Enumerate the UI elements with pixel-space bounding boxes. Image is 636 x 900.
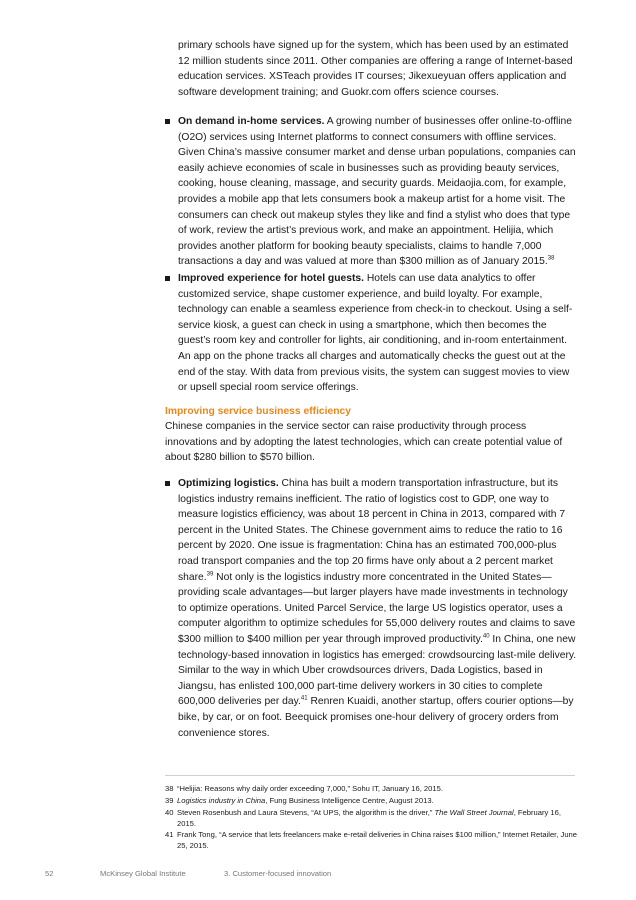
footnote-ref-40[interactable]: 40 (482, 633, 490, 640)
bullet-lead: Improved experience for hotel guests. (178, 273, 364, 284)
footnote-text (177, 796, 577, 807)
footnote-40 (165, 808, 577, 829)
footnote-text (177, 808, 577, 829)
footnote-39 (165, 796, 577, 807)
bullet-logistics (165, 476, 577, 741)
footnote-number: 39 (165, 796, 174, 805)
bullet-body: A growing number of businesses offer online-to-offline (O2O) services using Internet platforms to connect consumers with offline services. Given China’s massive consumer market and dense urban populations, companies can easily achieve economies of scale in businesses such as providing beauty services, cooking, house cleaning, massage, and security guards. Meidaojia.com, for example, provides a mobile app that lets consumers book a makeup artist for a home visit. The consumers can check out makeup styles they like and find a stylist who does that type of work, review the artist’s previous work, and make an appointment. Helijia, which provides another platform for booking beauty specialists, claims to handle 7,000 transactions a day and was valued at more than $300 million as of January 2015. (178, 116, 576, 268)
bullet-hotel-guests (165, 271, 577, 396)
page-number: 52 (45, 869, 54, 878)
footnote-pre: Steven Rosenbush and Laura Stevens, “At UPS, the algorithm is the driver,” (177, 808, 435, 817)
bullet-body: Renren Kuaidi, another startup, offers courier options—by bike, by car, or on foot. Beequick promises one-hour delivery of grocery orders from convenience stores. (178, 696, 574, 739)
bullet-body: In China, one new technology-based innovation in logistics has emerged: crowdsourcing last-mile delivery. Similar to the way in which Uber crowdsources drivers, Dada Logistics, based in Jiangsu, has enlisted 100,000 part-time delivery workers in 30 cities to complete 600,000 deliveries per day. (178, 633, 577, 708)
footnote-ref-38[interactable]: 38 (547, 255, 555, 262)
footnote-number: 38 (165, 784, 174, 793)
footnote-ref-39[interactable]: 39 (206, 571, 214, 578)
bullet-body: Hotels can use data analytics to offer customized service, shape customer experience, and build loyalty. For example, technology can enable a seamless experience from check-in to checkout. Using a self-service kiosk, a guest can check in using a smartphone, which then becomes the guest’s room key and controller for lights, air conditioning, and in-room entertainment. An app on the phone tracks all charges and automatically checks the guest out at the end of the stay. With data from previous visits, the system can suggest movies to view or upsell special room service offerings. (178, 273, 573, 394)
bullet-lead: Optimizing logistics. (178, 478, 279, 489)
bullet-square-icon (165, 119, 170, 124)
footnote-rest: , Fung Business Intelligence Centre, August 2013. (265, 796, 434, 805)
bullet-in-home-services (165, 114, 577, 270)
bullet-square-icon (165, 276, 170, 281)
bullet-text (178, 114, 577, 270)
footnote-title: Logistics industry in China (177, 796, 266, 805)
footnote-rest: , February 16, 2015. (177, 808, 561, 828)
footnote-41 (165, 830, 577, 851)
footnote-number: 41 (165, 830, 174, 839)
bullet-body: Not only is the logistics industry more concentrated in the United States—providing scale advantages—but larger players have made investments in technology to optimize operations. United Parcel Service, the large US logistics operator, uses a computer algorithm to optimize schedules for 55,000 delivery routes and claims to save $300 million to $400 million per year through improved productivity. (178, 571, 576, 645)
footnote-ref-41[interactable]: 41 (300, 695, 308, 702)
continuation-paragraph: primary schools have signed up for the system, which has been used by an estimated 12 million students since 2011. Other companies are offering a range of Internet-based education services. XSTeach provides IT courses; Jikexueyuan offers application and software development training; and Guokr.com offers science courses. (178, 40, 573, 98)
bullet-body: China has built a modern transportation infrastructure, but its logistics industry remains inefficient. The ratio of logistics cost to GDP, one way to measure logistics efficiency, was about 18 percent in China in 2013, compared with 7 percent in the United States. The Chinese government aims to reduce the ratio to 16 percent by 2020. One issue is fragmentation: China has an estimated 700,000-plus road transport companies and the top 20 firms have only about a 2 percent market share. (178, 478, 566, 583)
footnote-title: The Wall Street Journal (434, 808, 514, 817)
footnote-number: 40 (165, 808, 174, 817)
footnote-divider (165, 775, 575, 776)
footnote-text: Frank Tong, “A service that lets freelancers make e-retail deliveries in China raises $100 million,” Internet Retailer, June 25, 2015. (177, 830, 577, 850)
publisher-name: McKinsey Global Institute (100, 869, 186, 878)
footnote-38 (165, 784, 577, 795)
chapter-title: 3. Customer-focused innovation (224, 869, 332, 878)
bullet-text (178, 271, 577, 396)
section-intro: Chinese companies in the service sector can raise productivity through process innovations and by adopting the latest technologies, which can create potential value of about $280 billion to $570 billion. (165, 421, 563, 464)
bullet-square-icon (165, 481, 170, 486)
footnote-text: “Helijia: Reasons why daily order exceeding 7,000,” Sohu IT, January 16, 2015. (177, 784, 443, 793)
section-heading: Improving service business efficiency (165, 406, 351, 417)
bullet-text (178, 476, 577, 741)
bullet-lead: On demand in-home services. (178, 116, 325, 127)
